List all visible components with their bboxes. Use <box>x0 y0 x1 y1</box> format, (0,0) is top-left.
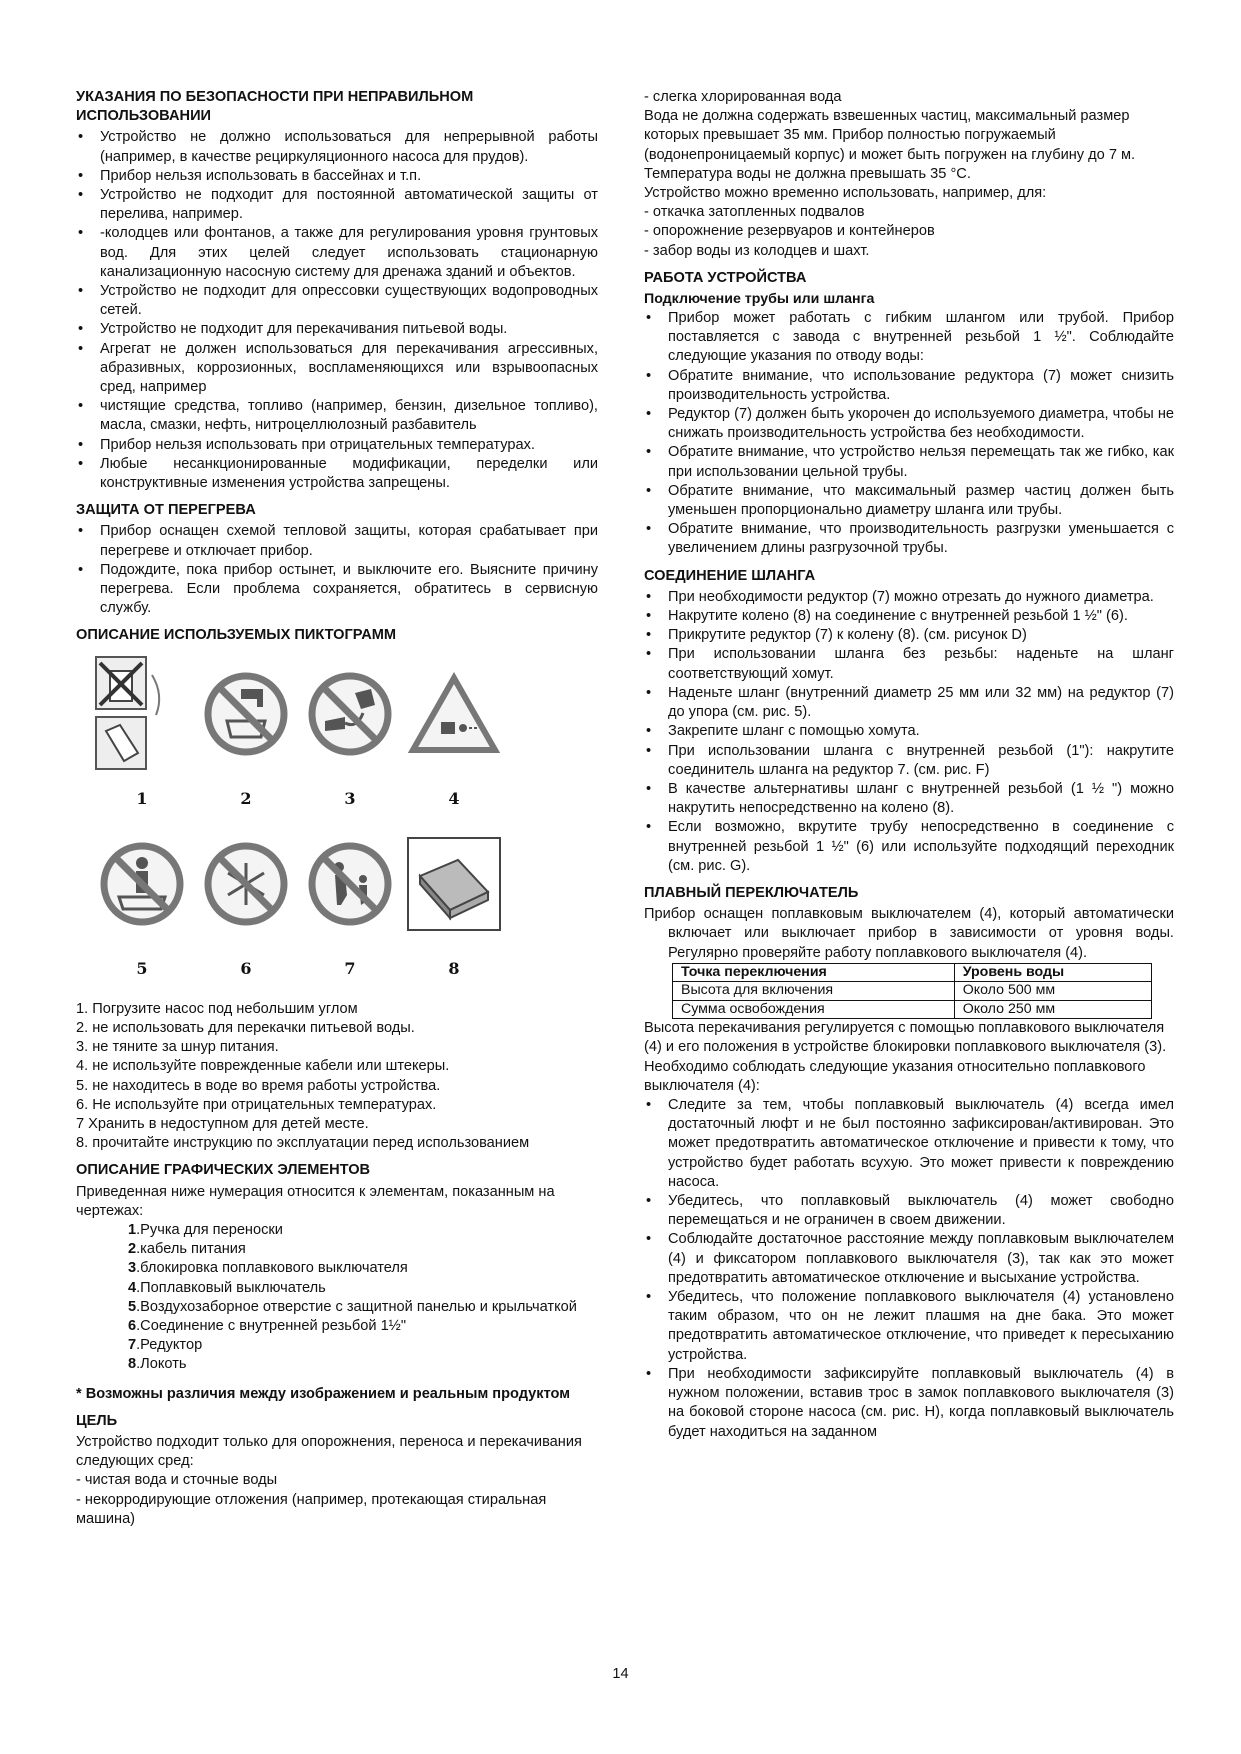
list-item: • Если возможно, вкрутите трубу непосредственно в соединение с внутренней резьбой 1 ½" (6) или используйте подходящий переходник (см. рис. G). <box>644 818 1174 876</box>
list-item <box>128 1240 598 1259</box>
list-item: • В качестве альтернативы шланг с внутренней резьбой (1 ½ ") можно накрутить непосредственно на колено (8). <box>644 780 1174 818</box>
operation-list <box>644 309 1174 559</box>
item-number: 1 <box>128 1221 137 1238</box>
float-table <box>672 963 1152 1020</box>
no-damaged-plug-icon <box>298 654 402 774</box>
list-item: • Накрутите колено (8) на соединение с внутренней резьбой 1 ½" (6). <box>644 607 1174 626</box>
legend-item: 6. Не используйте при отрицательных температурах. <box>76 1096 437 1113</box>
list-item: • Устройство не подходит для опрессовки существующих водопроводных сетей. <box>76 282 598 320</box>
hose-list <box>644 588 1174 876</box>
pictogram-legend <box>76 1000 598 1154</box>
list-item: • Обратите внимание, что максимальный размер частиц должен быть уменьшен пропорционально диаметру шланга или трубы. <box>644 482 1174 520</box>
item-text: .блокировка поплавкового выключателя <box>136 1260 408 1277</box>
item-number: 2 <box>128 1241 137 1258</box>
float-intro: Прибор оснащен поплавковым выключателем (4), который автоматически включает или выключает прибор в зависимости от уровня воды. Регулярно проверяйте работу поплавкового выключателя (4). <box>644 906 1174 961</box>
right-column <box>644 88 1174 1450</box>
pictogram-number: 3 <box>344 789 356 809</box>
list-item: • Устройство не подходит для постоянной автоматической защиты от перелива, например. <box>76 186 598 224</box>
list-item <box>128 1259 598 1278</box>
item-text: .Ручка для переноски <box>136 1221 283 1238</box>
operation-heading: РАБОТА УСТРОЙСТВА <box>644 269 807 286</box>
no-drinking-water-icon <box>194 654 298 774</box>
list-item: • Агрегат не должен использоваться для перекачивания агрессивных, абразивных, коррозионных, воспламеняющихся или взрывоопасных сред, например <box>76 340 598 398</box>
list-item: • Прибор оснащен схемой тепловой защиты, которая срабатывает при перегреве и отключает прибор. <box>76 522 598 560</box>
list-item <box>128 1221 598 1240</box>
legend-item: 8. прочитайте инструкцию по эксплуатации перед использованием <box>76 1135 530 1152</box>
pictogram-number: 1 <box>136 789 148 809</box>
list-item: • Прикрутите редуктор (7) к колену (8). (см. рисунок D) <box>644 626 1174 645</box>
list-item: • Устройство не должно использоваться для непрерывной работы (например, в качестве рециркуляционного насоса для прудов). <box>76 128 598 166</box>
float-after: Высота перекачивания регулируется с помощью поплавкового выключателя (4) и его положения в устройстве блокировки поплавкового выключателя (3). <box>644 1020 1167 1056</box>
warning-cable-icon <box>402 654 506 774</box>
list-item: • Прибор нельзя использовать при отрицательных температурах. <box>76 436 598 455</box>
hose-heading: СОЕДИНЕНИЕ ШЛАНГА <box>644 567 816 584</box>
list-item: • Обратите внимание, что использование редуктора (7) может снизить производительность устройства. <box>644 367 1174 405</box>
item-number: 3 <box>128 1260 137 1277</box>
item-text: .Поплавковый выключатель <box>136 1279 326 1296</box>
item-text: .кабель питания <box>136 1241 246 1258</box>
item-text: .Локоть <box>136 1356 187 1373</box>
purpose-intro: Устройство подходит только для опорожнения, переноса и перекачивания следующих сред: <box>76 1433 582 1470</box>
read-manual-icon <box>402 824 506 944</box>
list-item <box>128 1336 598 1355</box>
item-number: 6 <box>128 1317 137 1334</box>
float-note: Необходимо соблюдать следующие указания относительно поплавкового выключателя (4): <box>644 1058 1146 1094</box>
pictogram-number: 8 <box>448 959 460 979</box>
media-line: Вода не должна содержать взвешенных частиц, максимальный размер которых превышает 35 мм. Прибор полностью погружаемый (водонепроницаемый корпус) и может быть погружен на глубину до 7 м. <box>644 108 1136 163</box>
graphics-intro: Приведенная ниже нумерация относится к элементам, показанным на чертежах: <box>76 1183 555 1219</box>
media-line: Устройство можно временно использовать, например, для: <box>644 185 1047 202</box>
list-item <box>128 1279 598 1298</box>
list-item: • Обратите внимание, что производительность разгрузки уменьшается с увеличением длины разгрузочной трубы. <box>644 520 1174 558</box>
media-block <box>644 88 1174 261</box>
media-line: - забор воды из колодцев и шахт. <box>644 242 870 259</box>
graphics-list <box>76 1221 598 1375</box>
list-item: • Убедитесь, что поплавковый выключатель (4) может свободно перемещаться и не ограничен в своем движении. <box>644 1192 1174 1230</box>
legend-item: 4. не используйте поврежденные кабели или штекеры. <box>76 1058 450 1075</box>
misuse-list <box>76 128 598 493</box>
item-number: 8 <box>128 1356 137 1373</box>
item-text: .Редуктор <box>136 1337 203 1354</box>
table-header: Точка переключения <box>673 963 955 982</box>
purpose-heading: ЦЕЛЬ <box>76 1412 118 1429</box>
left-column <box>76 88 598 1529</box>
list-item: • Соблюдайте достаточное расстояние между поплавковым выключателем (4) и фиксатором поплавкового выключателя (3), так как это может предотвратить автоматическое отключение и высыхание устройства. <box>644 1230 1174 1288</box>
list-item: • Закрепите шланг с помощью хомута. <box>644 722 1174 741</box>
list-item: • чистящие средства, топливо (например, бензин, дизельное топливо), масла, смазки, нефть, нитроцеллюлозный разбавитель <box>76 397 598 435</box>
list-item: • Устройство не подходит для перекачивания питьевой воды. <box>76 320 598 339</box>
list-item: • Редуктор (7) должен быть укорочен до используемого диаметра, чтобы не снижать производительность устройства без необходимости. <box>644 405 1174 443</box>
list-item: • Наденьте шланг (внутренний диаметр 25 мм или 32 мм) на редуктор (7) до упора (см. рис. 5). <box>644 684 1174 722</box>
list-item: • При необходимости редуктор (7) можно отрезать до нужного диаметра. <box>644 588 1174 607</box>
media-line: - откачка затопленных подвалов <box>644 204 865 221</box>
list-item: • При использовании шланга без резьбы: наденьте на шланг соответствующий хомут. <box>644 645 1174 683</box>
overheat-list <box>76 522 598 618</box>
list-item: • Прибор нельзя использовать в бассейнах и т.п. <box>76 167 598 186</box>
table-cell: Сумма освобождения <box>673 1000 955 1019</box>
list-item: • Подождите, пока прибор остынет, и выключите его. Выясните причину перегрева. Если проблема сохраняется, обратитесь в сервисную службу. <box>76 561 598 619</box>
pictogram-number: 4 <box>448 789 460 809</box>
purpose-line: - чистая вода и сточные воды <box>76 1472 278 1489</box>
overheat-heading: ЗАЩИТА ОТ ПЕРЕГРЕВА <box>76 502 256 519</box>
pictogram-number: 6 <box>240 959 252 979</box>
list-item: • Следите за тем, чтобы поплавковый выключатель (4) всегда имел достаточный люфт и не был постоянно зафиксирован/активирован. Это может предотвратить автоматическое отключение и привести к тому, что устройство будет работать всухую. Это может привести к повреждению насоса. <box>644 1096 1174 1192</box>
pictogram-grid <box>90 654 598 994</box>
table-cell: Около 250 мм <box>954 1000 1151 1019</box>
misuse-heading: УКАЗАНИЯ ПО БЕЗОПАСНОСТИ ПРИ НЕПРАВИЛЬНОМ ИСПОЛЬЗОВАНИИ <box>76 89 474 125</box>
page-number: 14 <box>612 1666 629 1682</box>
table-row <box>673 982 1152 1001</box>
list-item <box>128 1298 598 1317</box>
media-line: - слегка хлорированная вода <box>644 89 842 105</box>
pictograms-heading: ОПИСАНИЕ ИСПОЛЬЗУЕМЫХ ПИКТОГРАММ <box>76 627 397 644</box>
item-text: .Воздухозаборное отверстие с защитной панелью и крыльчаткой <box>136 1298 577 1315</box>
table-header-row <box>673 963 1152 982</box>
list-item: • Убедитесь, что положение поплавкового выключателя (4) установлено таким образом, что он не лежит плашмя на дне бака. Это может предотвратить автоматическое отключение, что приведет к пересыханию устройства. <box>644 1288 1174 1365</box>
table-cell: Высота для включения <box>673 982 955 1001</box>
media-line: - опорожнение резервуаров и контейнеров <box>644 223 935 240</box>
purpose-line: - некорродирующие отложения (например, протекающая стиральная машина) <box>76 1491 547 1527</box>
item-number: 5 <box>128 1298 137 1315</box>
list-item <box>128 1355 598 1374</box>
list-item: • При использовании шланга с внутренней резьбой (1"): накрутите соединитель шланга на редуктор 7. (см. рис. F) <box>644 742 1174 780</box>
pictogram-number: 7 <box>344 959 356 979</box>
float-heading: ПЛАВНЫЙ ПЕРЕКЛЮЧАТЕЛЬ <box>644 884 859 901</box>
legend-item: 1. Погрузите насос под небольшим углом <box>76 1000 358 1017</box>
legend-item: 2. не использовать для перекачки питьевой воды. <box>76 1019 415 1036</box>
table-cell: Около 500 мм <box>954 982 1151 1001</box>
table-header: Уровень воды <box>954 963 1151 982</box>
media-line: Температура воды не должна превышать 35 °C. <box>644 165 971 182</box>
item-text: .Соединение с внутренней резьбой 1½" <box>136 1317 407 1334</box>
list-item: • -колодцев или фонтанов, а также для регулирования уровня грунтовых вод. Для этих целей следует использовать стационарную канализационную насосную систему для дренажа зданий и объектов. <box>76 224 598 282</box>
list-item <box>128 1317 598 1336</box>
legend-item: 5. не находитесь в воде во время работы устройства. <box>76 1077 441 1094</box>
list-item: • Любые несанкционированные модификации, переделки или конструктивные изменения устройства запрещены. <box>76 455 598 493</box>
no-frost-icon <box>194 824 298 944</box>
graphics-note: * Возможны различия между изображением и реальным продуктом <box>76 1385 571 1402</box>
keep-away-children-icon <box>298 824 402 944</box>
no-trash-bin-icon <box>90 654 194 774</box>
operation-subheading: Подключение трубы или шланга <box>644 291 875 308</box>
legend-item: 3. не тяните за шнур питания. <box>76 1039 279 1056</box>
legend-item: 7 Хранить в недоступном для детей месте. <box>76 1115 369 1132</box>
table-row <box>673 1000 1152 1019</box>
graphics-heading: ОПИСАНИЕ ГРАФИЧЕСКИХ ЭЛЕМЕНТОВ <box>76 1162 371 1179</box>
pictogram-number: 5 <box>136 959 148 979</box>
list-item: • Обратите внимание, что устройство нельзя перемещать так же гибко, как при использовании цельной трубы. <box>644 443 1174 481</box>
item-number: 4 <box>128 1279 137 1296</box>
item-number: 7 <box>128 1337 137 1354</box>
no-person-in-water-icon <box>90 824 194 944</box>
list-item: • Прибор может работать с гибким шлангом или трубой. Прибор поставляется с завода с внутренней резьбой 1 ½". Соблюдайте следующие указания по отводу воды: <box>644 309 1174 367</box>
pictogram-number: 2 <box>240 789 252 809</box>
list-item: • При необходимости зафиксируйте поплавковый выключатель (4) в нужном положении, вставив трос в замок поплавкового выключателя (3) на боковой стороне насоса (см. рис. H), когда поплавковый выключатель будет находиться на заданном <box>644 1365 1174 1442</box>
float-list <box>644 1096 1174 1442</box>
